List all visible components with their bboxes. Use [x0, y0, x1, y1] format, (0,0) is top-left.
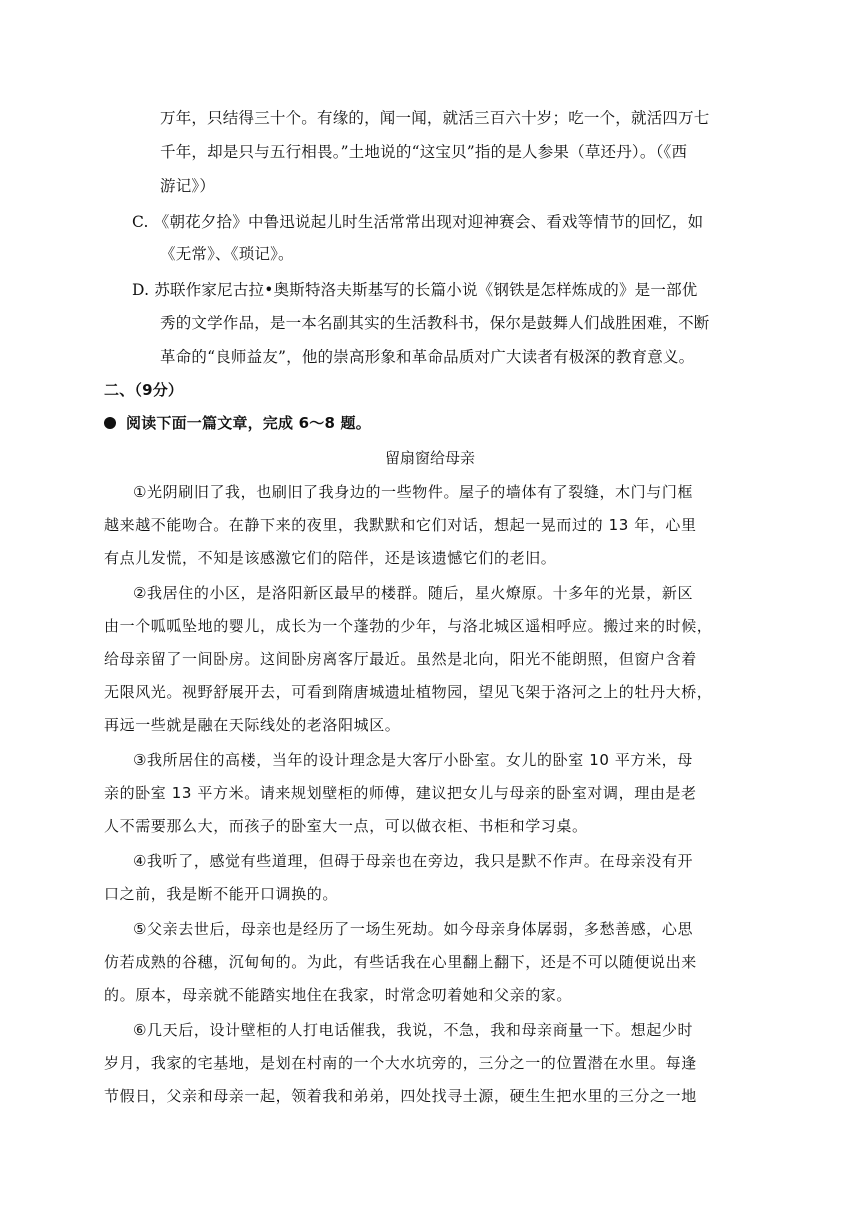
article-line-6: 给母亲留了一间卧房。这间卧房离客厅最近。虽然是北向，阳光不能朗照，但窗户含着 [104, 650, 697, 668]
article-line-18: 岁月，我家的宅基地，是划在村南的一个大水坑旁的，三分之一的位置潜在水里。每逢 [104, 1054, 697, 1072]
article-line-15: 仿若成熟的谷穗，沉甸甸的。为此，有些话我在心里翻上翻下，还是不可以随便说出来 [104, 953, 697, 971]
article-line-17: ⑥几天后，设计壁柜的人打电话催我，我说，不急，我和母亲商量一下。想起少时 [133, 1021, 694, 1039]
section-heading: 二、（9分） [104, 381, 184, 399]
article-title: 留扇窗给母亲 [384, 449, 475, 467]
article-line-12: ④我听了，感觉有些道理，但碍于母亲也在旁边，我只是默不作声。在母亲没有开 [133, 852, 694, 870]
instruction-line [104, 413, 371, 433]
article-line-7: 无限风光。视野舒展开去，可看到隋唐城遗址植物园，望见飞架于洛河之上的牡丹大桥， [104, 683, 713, 701]
option-d-line-2: 秀的文学作品，是一本名副其实的生活教科书，保尔是鼓舞人们战胜困难，不断 [160, 314, 710, 332]
article-line-5: 由一个呱呱坠地的婴儿，成长为一个蓬勃的少年，与洛北城区遥相呼应。搬过来的时候， [104, 617, 713, 635]
article-line-11: 人不需要那么大，而孩子的卧室大一点，可以做衣柜、书柜和学习桌。 [104, 817, 588, 835]
option-b-line-2: 千年，却是只与五行相畏。”土地说的“这宝贝”指的是人参果（草还丹）。（《西 [160, 143, 688, 161]
article-line-19: 节假日，父亲和母亲一起，领着我和弟弟，四处找寻土源，硬生生把水里的三分之一地 [104, 1087, 697, 1105]
article-line-3: 有点儿发慌，不知是该感激它们的陪伴，还是该遗憾它们的老旧。 [104, 549, 557, 567]
article-line-8: 再远一些就是融在天际线处的老洛阳城区。 [104, 716, 401, 734]
option-c-line-2: 《无常》、《琐记》。 [160, 245, 294, 263]
option-b-line-1: 万年，只结得三十个。有缘的，闻一闻，就活三百六十岁；吃一个，就活四万七 [160, 109, 710, 127]
instruction-text: 阅读下面一篇文章，完成 6～8 题。 [126, 414, 371, 432]
article-line-14: ⑤父亲去世后，母亲也是经历了一场生死劫。如今母亲身体孱弱，多愁善感，心思 [133, 920, 694, 938]
option-c-line-1: C. 《朝花夕拾》中鲁迅说起儿时生活常常出现对迎神赛会、看戏等情节的回忆，如 [132, 213, 704, 231]
article-line-9: ③我所居住的高楼，当年的设计理念是大客厅小卧室。女儿的卧室 10 平方米，母 [133, 751, 693, 769]
bullet-icon [104, 417, 116, 429]
option-d-line-1: D. 苏联作家尼古拉•奥斯特洛夫斯基写的长篇小说《钢铁是怎样炼成的》是一部优 [132, 281, 698, 299]
article-line-2: 越来越不能吻合。在静下来的夜里，我默默和它们对话，想起一晃而过的 13 年，心里 [104, 516, 697, 534]
option-b-line-3: 游记》） [160, 177, 216, 195]
article-line-1: ①光阴刷旧了我，也刷旧了我身边的一些物件。屋子的墙体有了裂缝，木门与门框 [133, 483, 694, 501]
article-line-13: 口之前，我是断不能开口调换的。 [104, 885, 339, 903]
option-d-line-3: 革命的“良师益友”，他的崇高形象和革命品质对广大读者有极深的教育意义。 [160, 348, 695, 366]
article-line-16: 的。原本，母亲就不能踏实地住在我家，时常念叨着她和父亲的家。 [104, 986, 573, 1004]
article-line-10: 亲的卧室 13 平方米。请来规划壁柜的师傅，建议把女儿与母亲的卧室对调，理由是老 [104, 784, 697, 802]
article-line-4: ②我居住的小区，是洛阳新区最早的楼群。随后，星火燎原。十多年的光景，新区 [133, 584, 694, 602]
